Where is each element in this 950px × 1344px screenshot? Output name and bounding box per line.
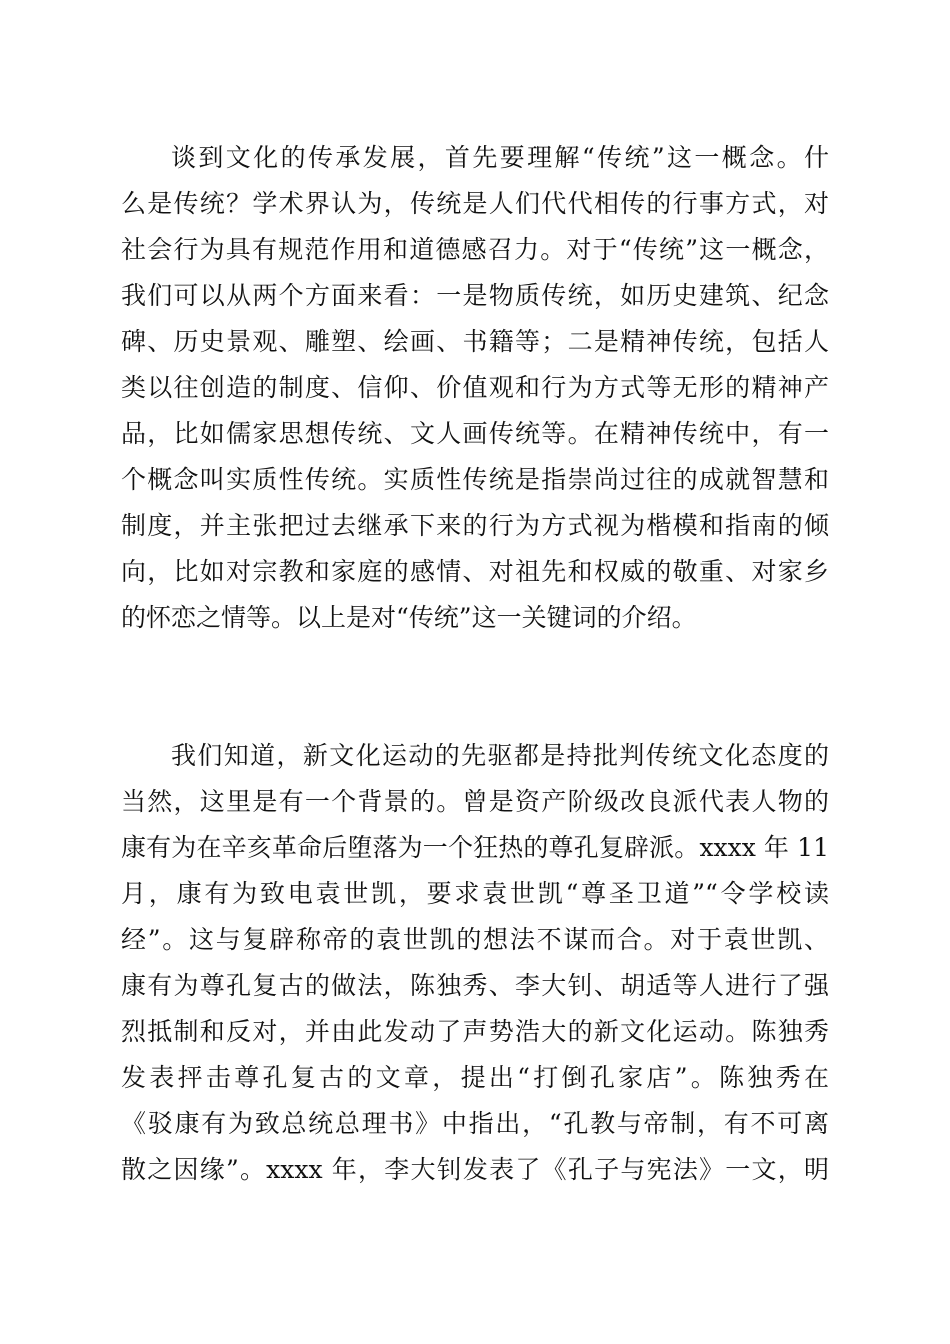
paragraph-2-line-9: 《驳康有为致总统总理书》中指出，“孔教与帝制，有不可离 <box>121 1109 829 1138</box>
section-heading-line-2 <box>121 688 829 732</box>
paragraph-1-line-10: 向，比如对宗教和家庭的感情、对祖先和权威的敬重、对家乡 <box>121 557 829 586</box>
paragraph-2-line-4: 月，康有为致电袁世凯，要求袁世凯“尊圣卫道”“令学校读 <box>121 879 829 908</box>
paragraph-2-line-3: 康有为在辛亥革命后堕落为一个狂热的尊孔复辟派。xxxx 年 11 <box>121 833 829 862</box>
paragraph-1-line-2: 么是传统？学术界认为，传统是人们代代相传的行事方式，对 <box>121 189 829 218</box>
paragraph-1-line-8: 个概念叫实质性传统。实质性传统是指崇尚过往的成就智慧和 <box>121 465 829 494</box>
paragraph-2-line-8: 发表抨击尊孔复古的文章，提出“打倒孔家店”。陈独秀在 <box>121 1063 829 1092</box>
section-heading-line-1 <box>171 642 829 686</box>
paragraph-1-line-4: 我们可以从两个方面来看：一是物质传统，如历史建筑、纪念 <box>121 281 829 310</box>
paragraph-1-line-3: 社会行为具有规范作用和道德感召力。对于“传统”这一概念， <box>121 235 829 264</box>
paragraph-1-line-1: 谈到文化的传承发展，首先要理解“传统”这一概念。什 <box>171 143 829 172</box>
paragraph-1-line-11: 的怀恋之情等。以上是对“传统”这一关键词的介绍。 <box>121 603 697 632</box>
paragraph-2-line-2: 当然，这里是有一个背景的。曾是资产阶级改良派代表人物的 <box>121 787 829 816</box>
paragraph-1-line-7: 品，比如儒家思想传统、文人画传统等。在精神传统中，有一 <box>121 419 829 448</box>
paragraph-1-line-9: 制度，并主张把过去继承下来的行为方式视为楷模和指南的倾 <box>121 511 829 540</box>
paragraph-2-line-1: 我们知道，新文化运动的先驱都是持批判传统文化态度的 <box>171 741 829 770</box>
paragraph-2-line-10: 散之因缘”。xxxx 年，李大钊发表了《孔子与宪法》一文，明 <box>121 1155 829 1184</box>
paragraph-1-line-6: 类以往创造的制度、信仰、价值观和行为方式等无形的精神产 <box>121 373 829 402</box>
paragraph-1-line-5: 碑、历史景观、雕塑、绘画、书籍等；二是精神传统，包括人 <box>121 327 829 356</box>
paragraph-2-line-7: 烈抵制和反对，并由此发动了声势浩大的新文化运动。陈独秀 <box>121 1017 829 1046</box>
paragraph-2-line-5: 经”。这与复辟称帝的袁世凯的想法不谋而合。对于袁世凯、 <box>121 925 829 954</box>
paragraph-2-line-6: 康有为尊孔复古的做法，陈独秀、李大钊、胡适等人进行了强 <box>121 971 829 1000</box>
